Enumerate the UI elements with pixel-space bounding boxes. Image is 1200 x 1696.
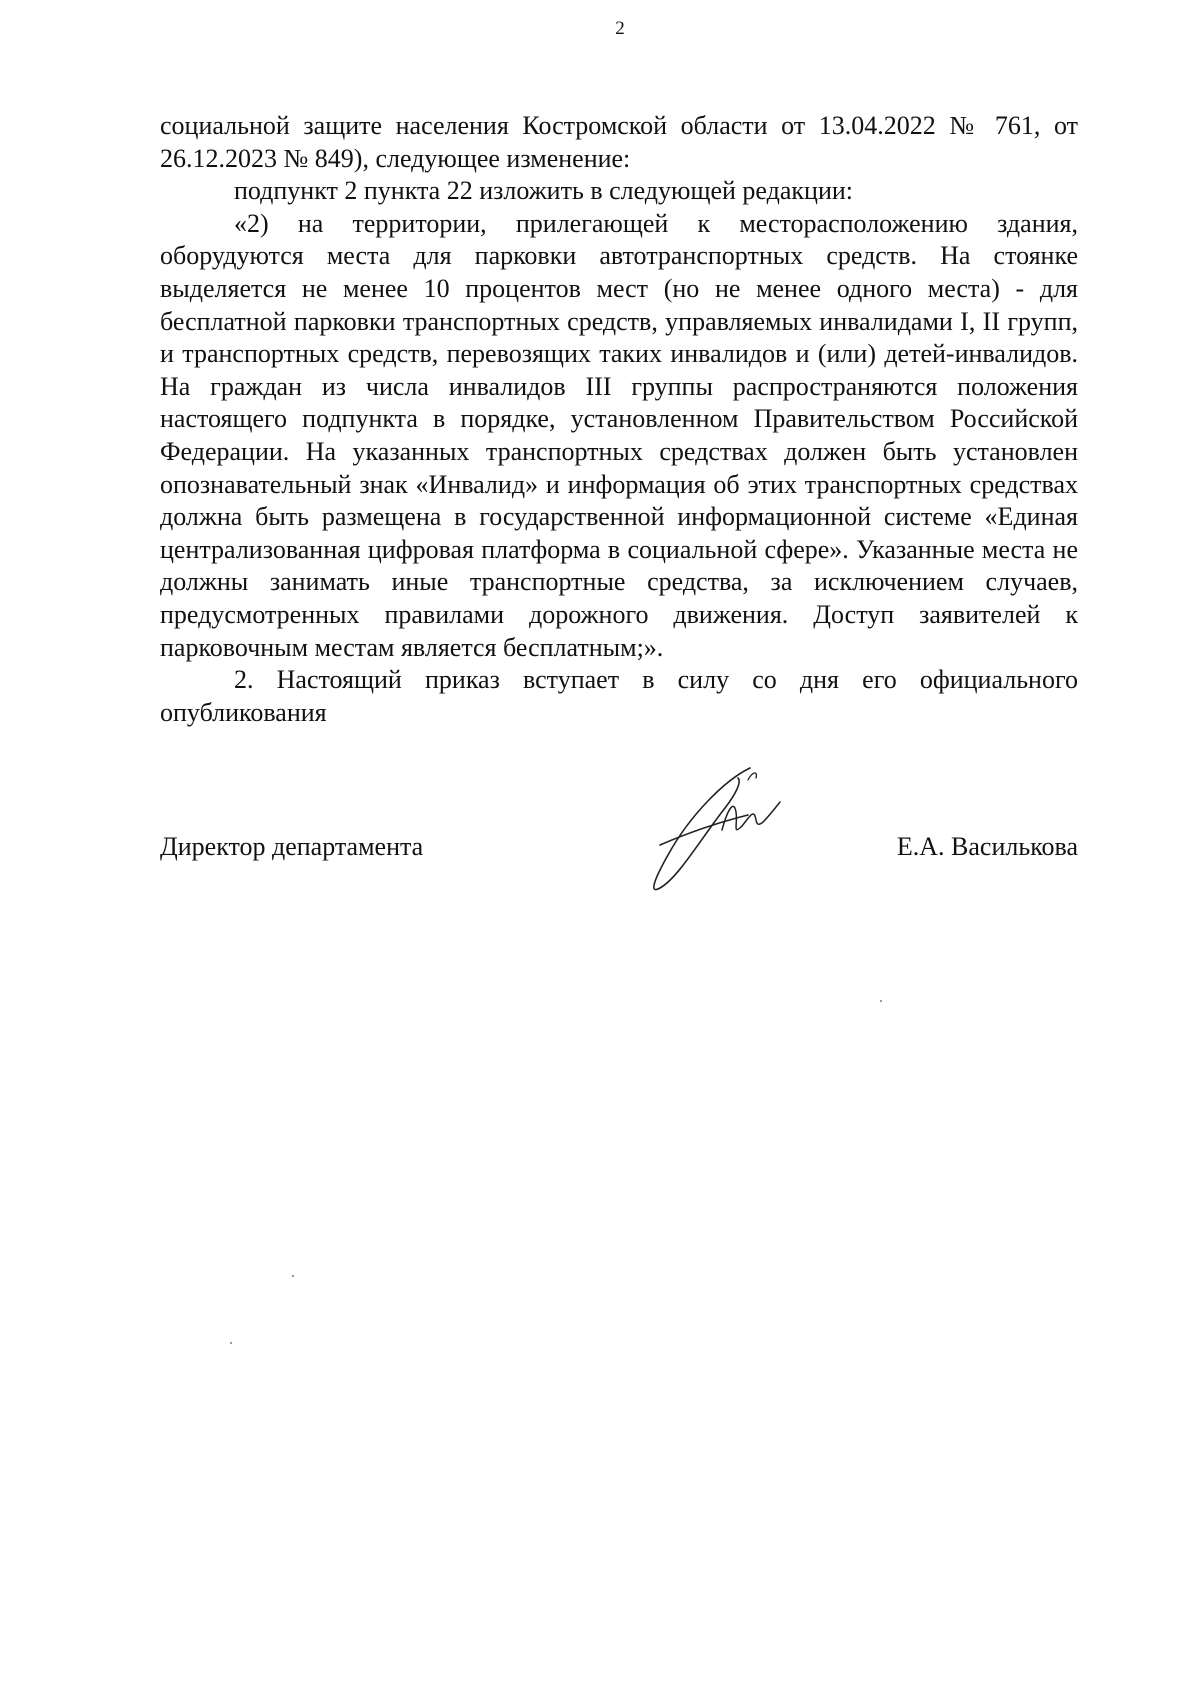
scan-speck	[880, 1000, 882, 1002]
paragraph-new-wording: «2) на территории, прилегающей к месторасположению здания, оборудуются места для парковки автотранспортных средств. На стоянке выделяется не менее 10 процентов мест (но не менее одного места) - для бесплатной парковки транспортных средств, управляемых инвалидами I, II групп, и транспортных средств, перевозящих таких инвалидов и (или) детей-инвалидов. На граждан из числа инвалидов III группы распространяются положения настоящего подпункта в порядке, установленном Правительством Российской Федерации. На указанных транспортных средствах должен быть установлен опознавательный знак «Инвалид» и информация об этих транспортных средствах должна быть размещена в государственной информационной системе «Единая централизованная цифровая платформа в социальной сфере». Указанные места не должны занимать иные транспортные средства, за исключением случаев, предусмотренных правилами дорожного движения. Доступ заявителей к парковочным местам является бесплатным;».	[160, 208, 1078, 662]
page-number: 2	[615, 18, 625, 39]
scan-speck	[230, 1342, 232, 1344]
scan-speck	[292, 1275, 294, 1277]
paragraph-effective-date: 2. Настоящий приказ вступает в силу со дня его официального опубликования	[160, 665, 1078, 727]
paragraph-amendment-reference: социальной защите населения Костромской области от 13.04.2022 № 761, от 26.12.2023 № 849), следующее изменение:	[160, 111, 1078, 173]
signature-block	[160, 760, 1078, 910]
paragraph-instruction: подпункт 2 пункта 22 изложить в следующей редакции:	[234, 176, 853, 206]
signatory-title: Директор департамента	[160, 832, 424, 861]
document-body	[160, 110, 1078, 729]
signatory-name: Е.А. Василькова	[896, 832, 1078, 861]
handwritten-signature	[630, 760, 810, 900]
